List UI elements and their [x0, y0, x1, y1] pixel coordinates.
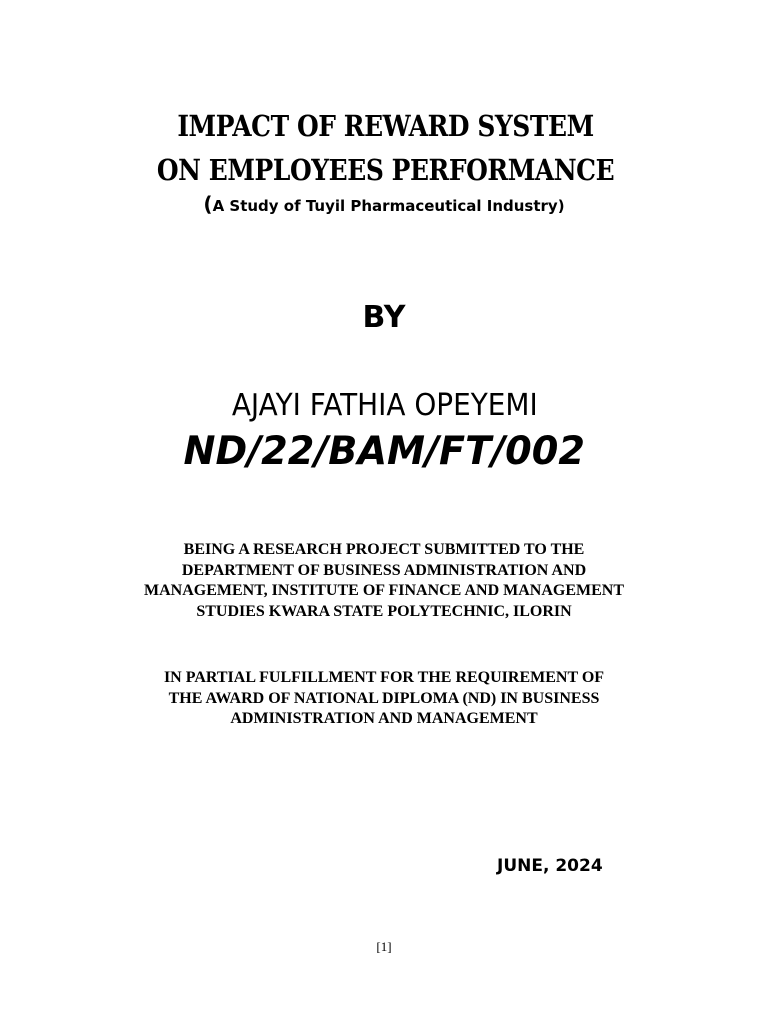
fulfillment-line: ADMINISTRATION AND MANAGEMENT — [230, 710, 538, 727]
subtitle — [0, 193, 768, 217]
submission-line: DEPARTMENT OF BUSINESS ADMINISTRATION AND — [181, 561, 587, 579]
submission-line: BEING A RESEARCH PROJECT SUBMITTED TO THE — [183, 541, 585, 558]
submission-line: MANAGEMENT, INSTITUTE OF FINANCE AND MANAGEMENT — [143, 582, 625, 599]
matric-number: ND/22/BAM/FT/002 — [183, 429, 585, 474]
page-title — [55, 104, 715, 192]
submission-line: STUDIES KWARA STATE POLYTECHNIC, ILORIN — [196, 602, 572, 620]
title-line-2: ON EMPLOYEES PERFORMANCE — [156, 153, 615, 187]
author-name: AJAYI FATHIA OPEYEMI — [231, 388, 538, 423]
fulfillment-statement — [0, 668, 768, 730]
subtitle-open-paren: ( — [203, 192, 213, 216]
page-number: [1] — [376, 939, 392, 954]
subtitle-text: A Study of Tuyil Pharmaceutical Industry) — [212, 197, 565, 215]
submission-statement — [0, 540, 768, 622]
fulfillment-line: IN PARTIAL FULFILLMENT FOR THE REQUIREMENT OF — [163, 669, 605, 686]
fulfillment-line: THE AWARD OF NATIONAL DIPLOMA (ND) IN BUSINESS — [168, 689, 600, 707]
submission-date: JUNE, 2024 — [497, 856, 603, 876]
title-line-1: IMPACT OF REWARD SYSTEM — [177, 109, 594, 143]
by-label: BY — [362, 300, 406, 335]
